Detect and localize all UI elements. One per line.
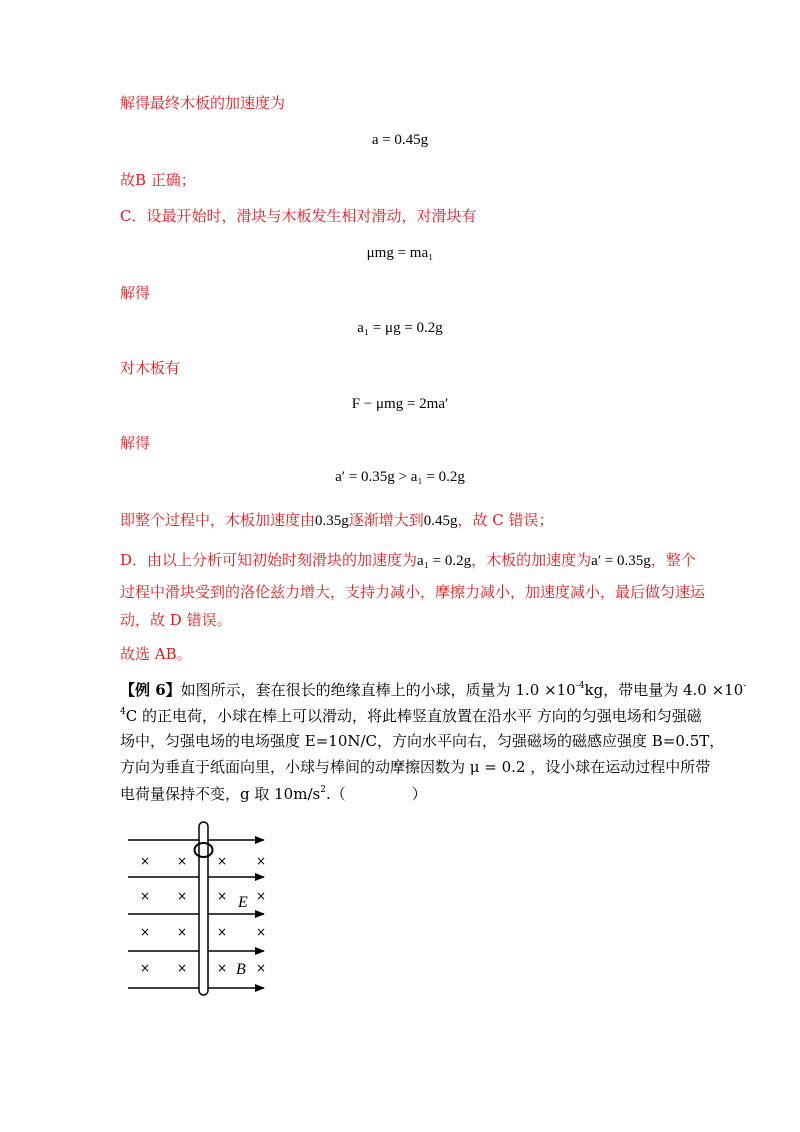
text-segment: ） (411, 785, 427, 803)
cross-mark: × (255, 854, 267, 868)
text-line: C．设最开始时，滑块与木板发生相对滑动，对滑块有 (120, 207, 477, 225)
text-segment: 如图所示，套在很长的绝缘直棒上的小球，质量为 1.0 ×10 (180, 681, 576, 699)
label-B: B (236, 961, 246, 978)
text-segment: D．由以上分析可知初始时刻滑块的加速度为 (120, 551, 418, 569)
text-line: 对木板有 (120, 359, 181, 377)
equation: μmg = ma₁ (366, 245, 434, 261)
text-line: 故B 正确； (120, 171, 196, 189)
text-segment: ，故 C 错误； (457, 511, 554, 529)
text-line: 解得最终木板的加速度为 (120, 94, 286, 112)
cross-mark: × (176, 854, 188, 868)
cross-mark: × (255, 961, 267, 975)
cross-mark: × (176, 961, 188, 975)
text-line: 动，故 D 错误。 (120, 611, 232, 629)
text-segment: C 的正电荷，小球在棒上可以滑动，将此棒竖直放置在沿水平 方向的匀强电场和匀强磁 (125, 707, 702, 725)
equation: a′ = 0.35g > a₁ = 0.2g (335, 469, 465, 485)
text-segment: 电荷量保持不变，g 取 10m/s (120, 785, 321, 803)
equation: F − μmg = 2ma′ (351, 396, 449, 412)
inline-math: 0.45g (423, 513, 458, 529)
text-line: 过程中滑块受到的洛伦兹力增大，支持力减小，摩擦力减小，加速度减小，最后做匀速运 (120, 583, 706, 601)
inline-math: a′ = 0.35g (591, 553, 651, 569)
superscript: -4 (575, 681, 585, 691)
equation: a₁ = μg = 0.2g (357, 320, 443, 336)
cross-mark: × (139, 925, 151, 939)
cross-mark: × (139, 889, 151, 903)
text-line (120, 510, 554, 531)
text-line: 解得 (120, 434, 151, 452)
cross-mark: × (255, 889, 267, 903)
text-segment: ，木板的加速度为 (471, 551, 592, 569)
text-segment: .（ (325, 785, 346, 803)
cross-mark: × (139, 854, 151, 868)
label-E: E (238, 894, 248, 911)
inline-math: a₁ = 0.2g (417, 553, 472, 569)
cross-mark: × (216, 925, 228, 939)
cross-mark: × (255, 925, 267, 939)
text-line: 解得 (120, 284, 151, 302)
inline-math: 0.35g (315, 513, 349, 529)
example-line (120, 706, 702, 726)
field-diagram (118, 820, 278, 1000)
cross-mark: × (139, 961, 151, 975)
text-line (120, 550, 696, 571)
superscript: 2 (320, 785, 326, 795)
text-segment: 逐渐增大到 (348, 511, 424, 529)
example-line: 方向为垂直于纸面向里，小球与棒间的动摩擦因数为 μ = 0.2 ，设小球在运动过程中所带 (120, 758, 711, 776)
text-segment: kg，带电量为 4.0 ×10 (584, 681, 744, 699)
example-line: 场中，匀强电场的电场强度 E=10N/C，方向水平向右，匀强磁场的磁感应强度 B=0.5T， (120, 732, 725, 750)
example-tag: 【例 6】 (120, 681, 181, 699)
example-line (120, 784, 427, 804)
cross-mark: × (216, 961, 228, 975)
text-line: 故选 AB。 (120, 645, 192, 663)
text-segment: 即整个过程中，木板加速度由 (120, 511, 316, 529)
cross-mark: × (176, 925, 188, 939)
cross-mark: × (176, 889, 188, 903)
superscript: - (743, 681, 747, 691)
cross-mark: × (216, 889, 228, 903)
superscript: 4 (120, 707, 126, 717)
text-segment: ，整个 (650, 551, 696, 569)
insulating-rod (199, 822, 208, 995)
equation: a = 0.45g (371, 132, 429, 148)
cross-mark: × (216, 854, 228, 868)
example-line (120, 680, 746, 700)
